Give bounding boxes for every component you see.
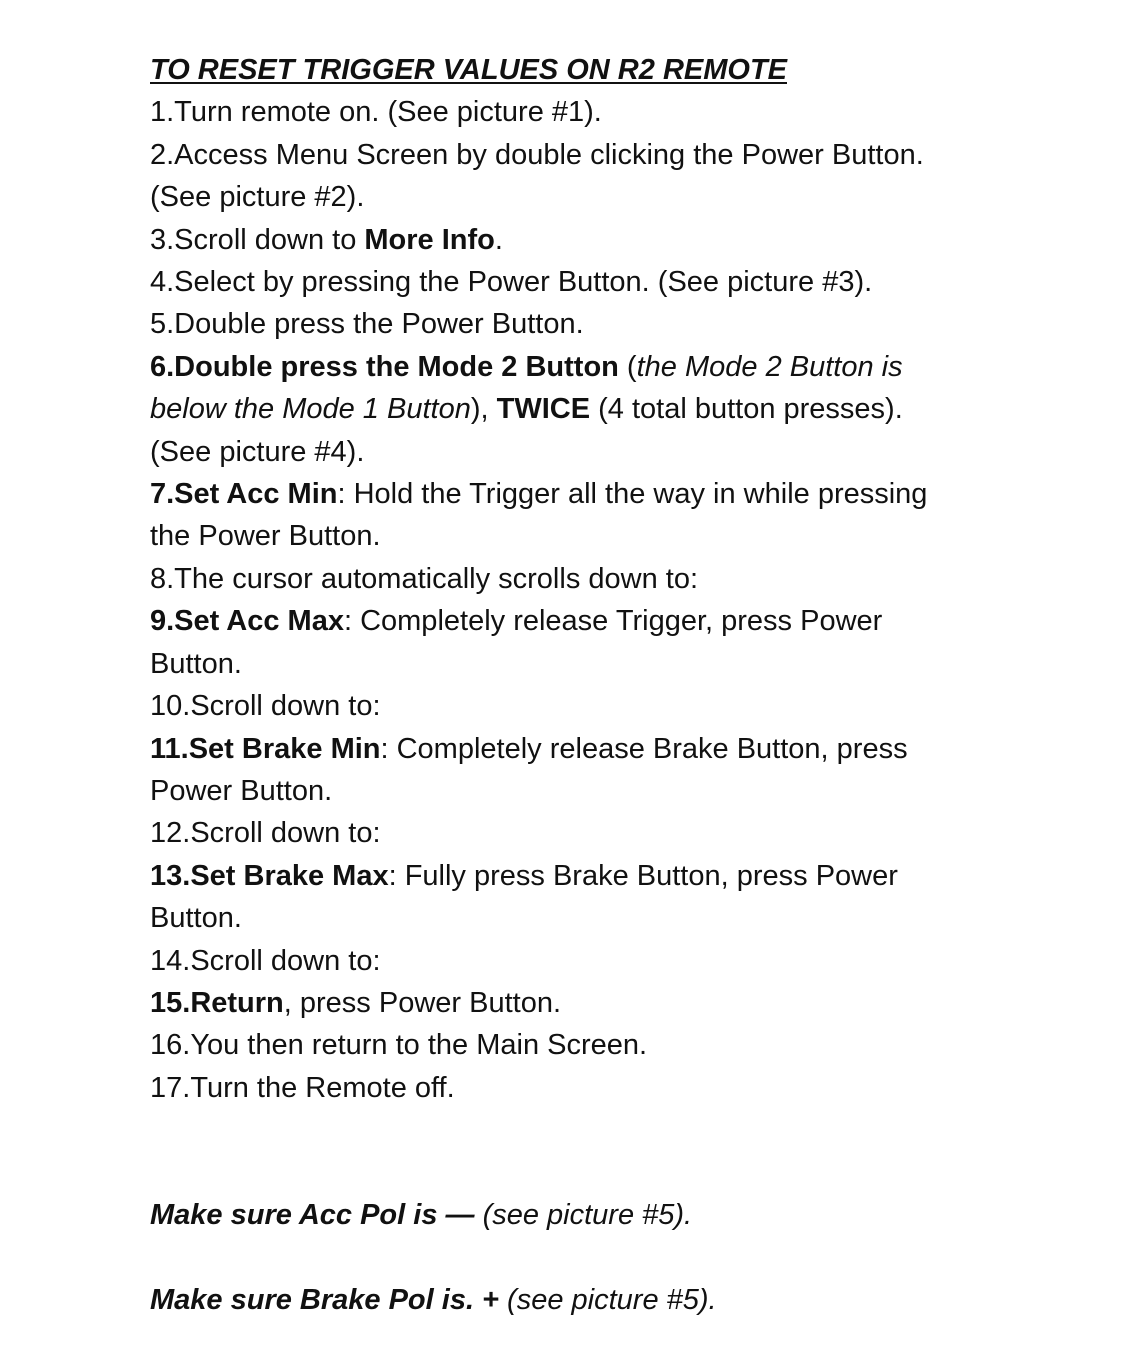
step-8: 8.The cursor automatically scrolls down to: <box>150 562 698 595</box>
step-2: 2.Access Menu Screen by double clicking the Power Button. <box>150 138 924 171</box>
step-6-continued <box>150 388 1050 430</box>
step-7-continued: the Power Button. <box>150 520 381 553</box>
step-6 <box>150 346 1050 388</box>
step-6-italic-note-2: below the Mode 1 Button <box>150 393 471 426</box>
step-13-text: : Fully press Brake Button, press Power <box>388 859 898 892</box>
step-15-heading: 15.Return <box>150 986 284 1019</box>
step-15 <box>150 982 1050 1024</box>
step-17: 17.Turn the Remote off. <box>150 1071 455 1104</box>
document-title: TO RESET TRIGGER VALUES ON R2 REMOTE <box>150 54 787 86</box>
step-5: 5.Double press the Power Button. <box>150 308 584 341</box>
step-6-picture-ref: (See picture #4). <box>150 435 365 468</box>
step-3-text: 3.Scroll down to <box>150 223 365 256</box>
brake-pol-note <box>150 1279 1050 1321</box>
step-14: 14.Scroll down to: <box>150 944 381 977</box>
step-11-continued: Power Button. <box>150 774 333 807</box>
step-9-text: : Completely release Trigger, press Power <box>343 605 883 638</box>
step-3-more-info: More Info <box>364 223 495 256</box>
step-1: 1.Turn remote on. (See picture #1). <box>150 96 602 129</box>
step-16: 16.You then return to the Main Screen. <box>150 1029 648 1062</box>
step-9-continued: Button. <box>150 647 242 680</box>
step-15-text: , press Power Button. <box>283 986 562 1019</box>
brake-pol-note-ref: (see picture #5). <box>499 1283 717 1316</box>
step-3-end: . <box>494 223 503 256</box>
step-10: 10.Scroll down to: <box>150 690 381 723</box>
blank-line <box>150 1152 1050 1194</box>
blank-line <box>150 1109 1050 1151</box>
step-13 <box>150 855 1050 897</box>
step-11-text: : Completely release Brake Button, press <box>380 732 908 765</box>
step-2-continued: (See picture #2). <box>150 181 365 214</box>
step-13-heading: 13.Set Brake Max <box>150 859 389 892</box>
step-6-open-paren: ( <box>618 350 637 383</box>
acc-pol-note-bold: Make sure Acc Pol is — <box>150 1198 475 1231</box>
acc-pol-note-ref: (see picture #5). <box>474 1198 693 1231</box>
step-9 <box>150 600 1050 642</box>
blank-line <box>150 1236 1050 1278</box>
brake-pol-note-bold: Make sure Brake Pol is. + <box>150 1283 499 1316</box>
step-6-twice: TWICE <box>496 393 591 426</box>
step-6-italic-note: the Mode 2 Button is <box>636 350 903 383</box>
step-6-total: (4 total button presses). <box>590 393 903 426</box>
step-11 <box>150 728 1050 770</box>
step-9-heading: 9.Set Acc Max <box>150 605 344 638</box>
step-4: 4.Select by pressing the Power Button. (See picture #3). <box>150 266 873 299</box>
step-6-close-paren: ), <box>470 393 497 426</box>
step-7-heading: 7.Set Acc Min <box>150 478 338 511</box>
step-7 <box>150 473 1050 515</box>
acc-pol-note <box>150 1194 1050 1236</box>
step-7-text: : Hold the Trigger all the way in while pressing <box>337 478 928 511</box>
step-11-heading: 11.Set Brake Min <box>150 732 381 765</box>
step-6-heading: 6.Double press the Mode 2 Button <box>150 350 619 383</box>
step-13-continued: Button. <box>150 902 242 935</box>
instruction-document <box>150 49 1050 1321</box>
step-3 <box>150 219 1050 261</box>
step-12: 12.Scroll down to: <box>150 817 381 850</box>
